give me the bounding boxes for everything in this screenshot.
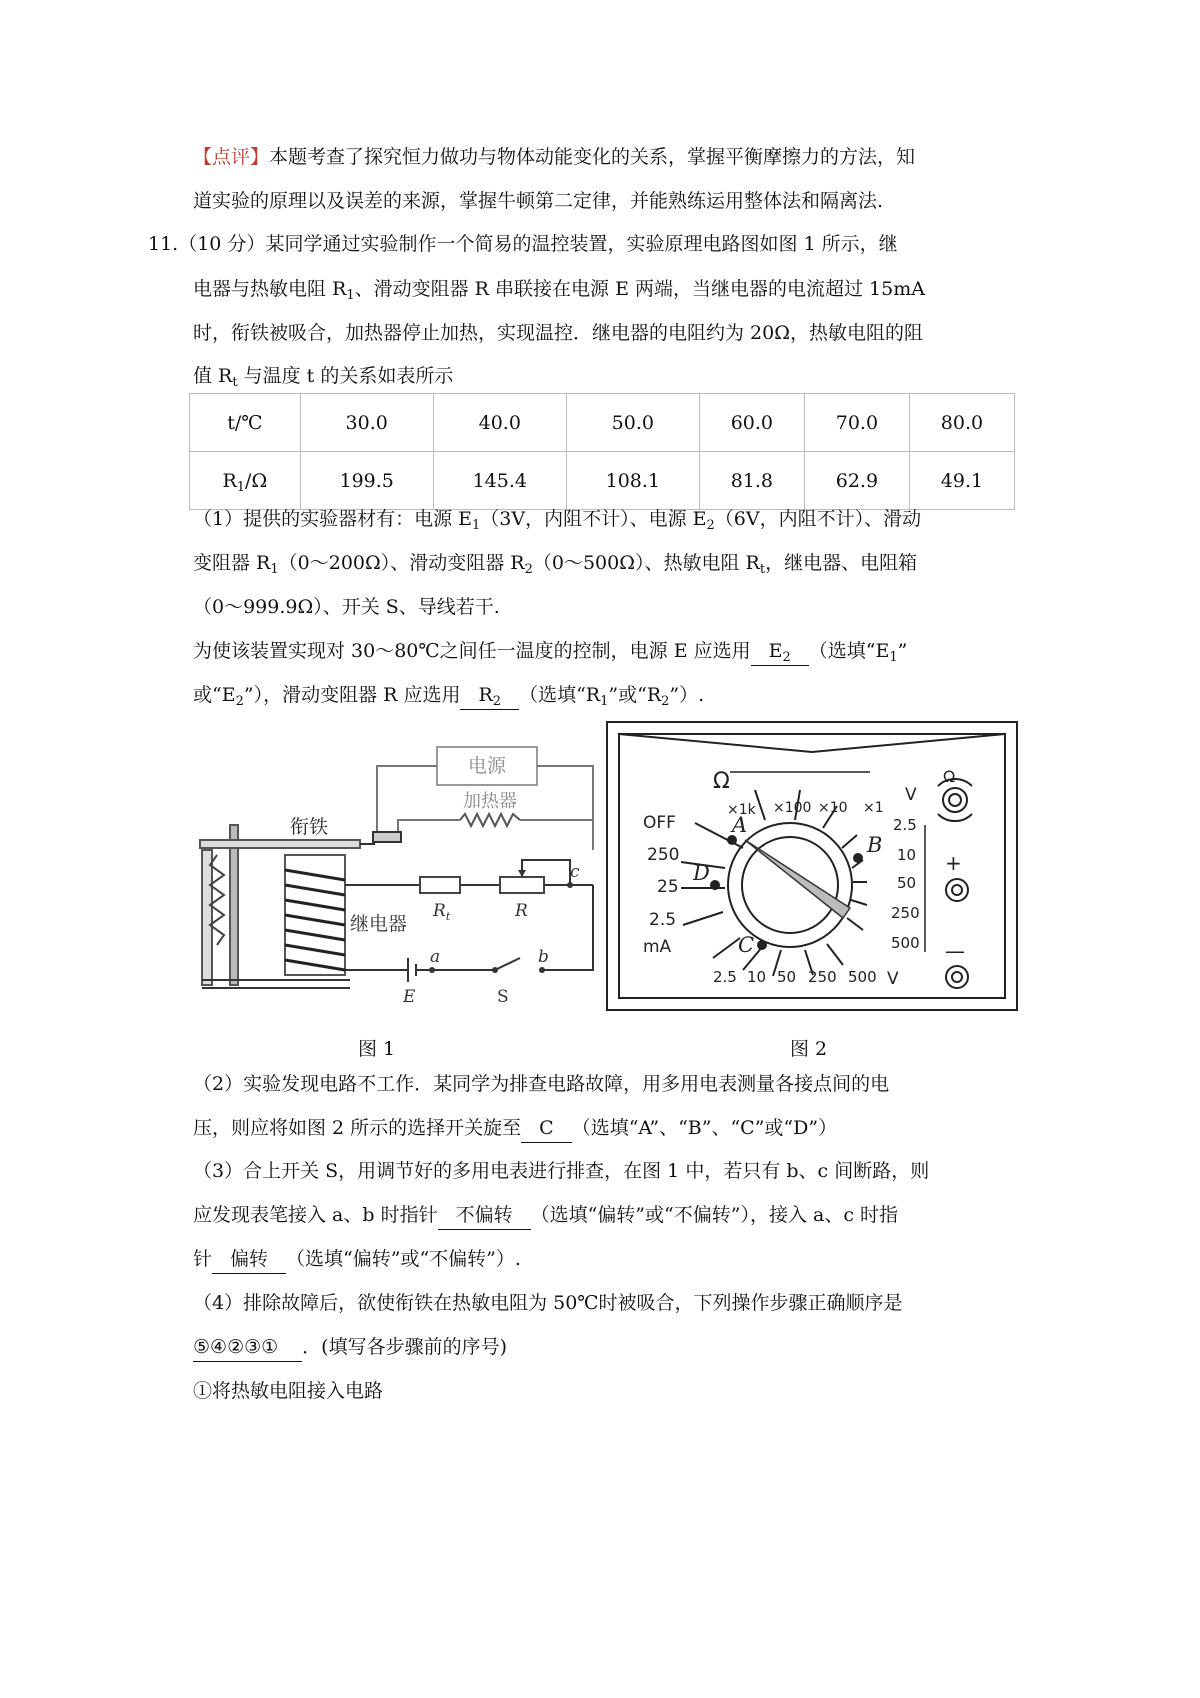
selector-pointer	[745, 840, 850, 918]
resistance-table	[189, 393, 1015, 510]
switch-s-label: S	[497, 987, 509, 1007]
r-label: R	[515, 901, 528, 921]
position-b-label: B	[867, 833, 883, 857]
vac-range-2-5: 2.5	[893, 816, 917, 834]
part4-line-2: ⑤④②③① ．(填写各步骤前的序号)	[193, 1333, 507, 1362]
answer-rheostat: $R_2$	[460, 681, 519, 710]
omega-range-1: ×1	[863, 800, 884, 816]
ma-range-250: 250	[647, 845, 680, 865]
node-c-label: c	[570, 862, 580, 882]
vac-range-500: 500	[891, 934, 920, 952]
plus-terminal-label: +	[945, 851, 962, 875]
answer-switch-position: C	[521, 1114, 572, 1143]
vdc-range-50: 50	[777, 968, 797, 986]
review-line-1: 【点评】本题考查了探究恒力做功与物体动能变化的关系，掌握平衡摩擦力的方法，知	[193, 146, 916, 168]
vdc-label: V	[887, 969, 899, 989]
answer-power-source: $E_2$	[751, 637, 809, 666]
question-line-4: 值 $R_t$ 与温度 t 的关系如表所示	[193, 365, 454, 390]
table-row	[190, 394, 1015, 452]
part3-line-2: 应发现表笔接入 a、b 时指针 不偏转 （选填“偏转”或“不偏转”），接入 a、c 时指	[193, 1201, 898, 1230]
answer-ac-deflection: 偏转	[212, 1245, 286, 1274]
omega-range-10: ×10	[818, 800, 848, 816]
minus-terminal-label: —	[945, 939, 965, 963]
table-cell: 30.0	[300, 394, 433, 452]
position-c-label: C	[738, 933, 755, 957]
table-cell: 40.0	[433, 394, 566, 452]
position-d-label: D	[693, 861, 710, 885]
vdc-range-250: 250	[808, 968, 837, 986]
table-header-cell: $R_1/\Omega$	[190, 452, 301, 510]
part1-line-5: 或“$E_2$”），滑动变阻器 R 应选用 $R_2$ （选填“$R_1$”或“$R_2$”）.	[193, 681, 704, 710]
part1-line-3: （0～999.9Ω）、开关 S、导线若干.	[193, 596, 500, 618]
ma-label: mA	[643, 937, 672, 957]
table-cell: 81.8	[699, 452, 804, 510]
part2-line-1: （2）实验发现电路不工作．某同学为排查电路故障，用多用电表测量各接点间的电	[193, 1073, 890, 1095]
review-line-2: 道实验的原理以及误差的来源，掌握牛顿第二定律，并能熟练运用整体法和隔离法.	[193, 190, 884, 212]
omega-label: Ω	[713, 769, 730, 794]
part4-step-1: ①将热敏电阻接入电路	[193, 1380, 384, 1402]
relay-label: 继电器	[350, 913, 408, 935]
node-a-label: a	[430, 947, 441, 967]
omega-range-100: ×100	[773, 800, 812, 816]
table-cell: 145.4	[433, 452, 566, 510]
off-label: OFF	[643, 813, 676, 833]
vac-range-50: 50	[897, 874, 917, 892]
vac-range-250: 250	[891, 904, 920, 922]
part3-line-3: 针 偏转 （选填“偏转”或“不偏转”）.	[193, 1245, 521, 1274]
power-label: 电源	[467, 755, 507, 777]
ma-range-2-5: 2.5	[649, 910, 677, 930]
table-cell: 49.1	[909, 452, 1014, 510]
vdc-range-10: 10	[747, 968, 767, 986]
table-cell: 62.9	[804, 452, 909, 510]
vdc-range-2-5: 2.5	[713, 968, 737, 986]
knob-omega-label: Ω	[943, 767, 956, 786]
question-line-3: 时，衔铁被吸合，加热器停止加热，实现温控．继电器的电阻约为 20Ω，热敏电阻的阻	[193, 322, 923, 344]
table-header-cell: t/℃	[190, 394, 301, 452]
ma-range-25: 25	[657, 877, 679, 897]
part4-line-1: （4）排除故障后，欲使衔铁在热敏电阻为 50℃时被吸合，下列操作步骤正确顺序是	[193, 1292, 903, 1314]
table-cell: 108.1	[566, 452, 699, 510]
node-b-label: b	[538, 947, 549, 967]
answer-ab-deflection: 不偏转	[438, 1201, 531, 1230]
vdc-range-500: 500	[848, 968, 877, 986]
table-row	[190, 452, 1015, 510]
question-line-2: 电器与热敏电阻 $R_1$、滑动变阻器 R 串联接在电源 E 两端，当继电器的电流超过 15mA	[193, 278, 925, 303]
table-cell: 199.5	[300, 452, 433, 510]
part2-line-2: 压，则应将如图 2 所示的选择开关旋至 C （选填“A”、“B”、“C”或“D”）	[193, 1114, 837, 1143]
multimeter-diagram	[605, 720, 1020, 1015]
source-e-label: E	[403, 987, 416, 1007]
question-number: 11.	[148, 233, 179, 255]
circuit-diagram	[190, 730, 610, 1015]
answer-step-order: ⑤④②③①	[193, 1333, 302, 1362]
part3-line-1: （3）合上开关 S，用调节好的多用电表进行排查，在图 1 中，若只有 b、c 间断路，则	[193, 1160, 930, 1182]
rt-label: $R_t$	[433, 901, 451, 923]
question-line-1: 11.（10 分）某同学通过实验制作一个简易的温控装置，实验原理电路图如图 1 所示，继	[148, 233, 898, 255]
part1-line-4: 为使该装置实现对 30～80℃之间任一温度的控制，电源 E 应选用 $E_2$ （选填“$E_1$”	[193, 637, 907, 666]
part1-line-1: （1）提供的实验器材有：电源 $E_1(3V$，内阻不计）、电源 $E_2(6V$，内阻不计）、滑动	[193, 508, 922, 533]
figure-1-caption: 图 1	[358, 1038, 396, 1060]
position-a-label: A	[732, 813, 748, 837]
table-cell: 80.0	[909, 394, 1014, 452]
vac-range-10: 10	[897, 846, 917, 864]
table-cell: 60.0	[699, 394, 804, 452]
vac-label: V	[905, 785, 917, 805]
heater-label: 加热器	[463, 791, 517, 812]
omega-range-1k: ×1k	[727, 802, 756, 818]
part1-line-2: 变阻器 $R_1(0\sim 200\Omega)$、滑动变阻器 $R_2(0\sim 500\Omega)$、热敏电阻 $R_t$，继电器、电阻箱	[193, 552, 918, 577]
review-tag: 【点评】	[193, 146, 270, 168]
table-cell: 50.0	[566, 394, 699, 452]
table-cell: 70.0	[804, 394, 909, 452]
figure-2-caption: 图 2	[790, 1038, 828, 1060]
armature-label: 衔铁	[290, 816, 329, 838]
